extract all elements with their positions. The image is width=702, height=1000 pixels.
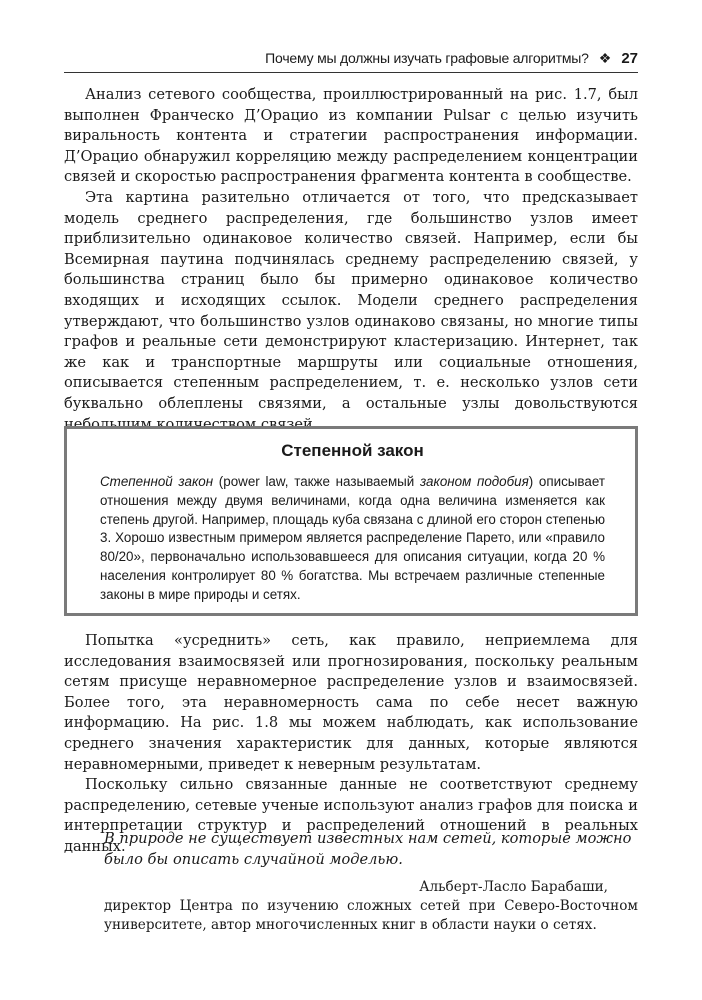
paragraph: Эта картина разительно отличается от того, что предсказывает модель среднего распределения, где большинство узлов имеет приблизительно одинаковое количество связей. Например, если бы Всемирная паутина подчинялась среднему распределению связей, у большинства страниц было бы примерно одинаковое количество входящих и исходящих ссылок. Модели среднего распределения утверждают, что большинство узлов одинаково связаны, но многие типы графов и реальные сети демонстрируют кластеризацию. Интернет, так же как и транспортные маршруты или социальные отношения, описывается степенным распределением, т. е. несколько узлов сети буквально облеплены связями, а остальные узлы довольствуются небольшим количеством связей. [64,188,638,433]
ornament-icon: ❖ [598,49,612,66]
body-text-bottom [64,631,638,858]
running-header [64,44,638,73]
quote-author: Альберт-Ласло Барабаши, [419,879,608,895]
paragraph: Поскольку сильно связанные данные не соответствуют среднему распределению, сетевые ученые используют анализ графов для поиска и интерпретации структур и распределений отношений в реальных данных. [64,776,638,855]
sidebar-term-alt: законом подобия [419,474,529,489]
quote-attribution [104,878,638,935]
sidebar-text-part: (power law, также называемый [213,474,420,489]
epigraph-quote: В природе не существует известных нам сетей, которые можно было бы описать случайной моделью. [104,830,632,868]
sidebar-title: Степенной закон [281,441,424,460]
sidebar-text-part: ) описывает отношения между двумя величинами, когда одна величина изменяется как степень другой. Например, площадь куба связана с длиной его сторон степенью 3. Хорошо известным примером является распределение Парето, или «правило 80/20», первоначально использовавшееся для описания ситуации, когда 20 % населения контролирует 80 % богатства. Мы встречаем различные степенные законы в мире природы и сетях. [100,474,605,602]
sidebar-term: Степенной закон [100,474,214,489]
sidebar-text [100,473,605,605]
paragraph: Попытка «усреднить» сеть, как правило, неприемлема для исследования взаимосвязей или прогнозирования, поскольку реальным сетям присуще неравномерное распределение узлов и взаимосвязей. Более того, эта неравномерность сама по себе несет важную информацию. На рис. 1.8 мы можем наблюдать, как использование среднего значения характеристик для данных, которые являются неравномерными, приведет к неверным результатам. [64,632,638,773]
quote-author-role: директор Центра по изучению сложных сетей при Северо-Восточном университете, автор многочисленных книг в области науки о сетях. [104,898,638,933]
paragraph: Анализ сетевого сообщества, проиллюстрированный на рис. 1.7, был выполнен Франческо Д’Орацио из компании Pulsar с целью изучить виральность контента и стратегии распространения информации. Д’Орацио обнаружил корреляцию между распределением концентрации связей и скоростью распространения фрагмента контента в сообществе. [64,86,638,186]
page-number: 27 [621,49,638,67]
body-text-top [64,85,638,435]
chapter-title: Почему мы должны изучать графовые алгоритмы? [265,50,589,66]
power-law-sidebar [64,426,638,616]
